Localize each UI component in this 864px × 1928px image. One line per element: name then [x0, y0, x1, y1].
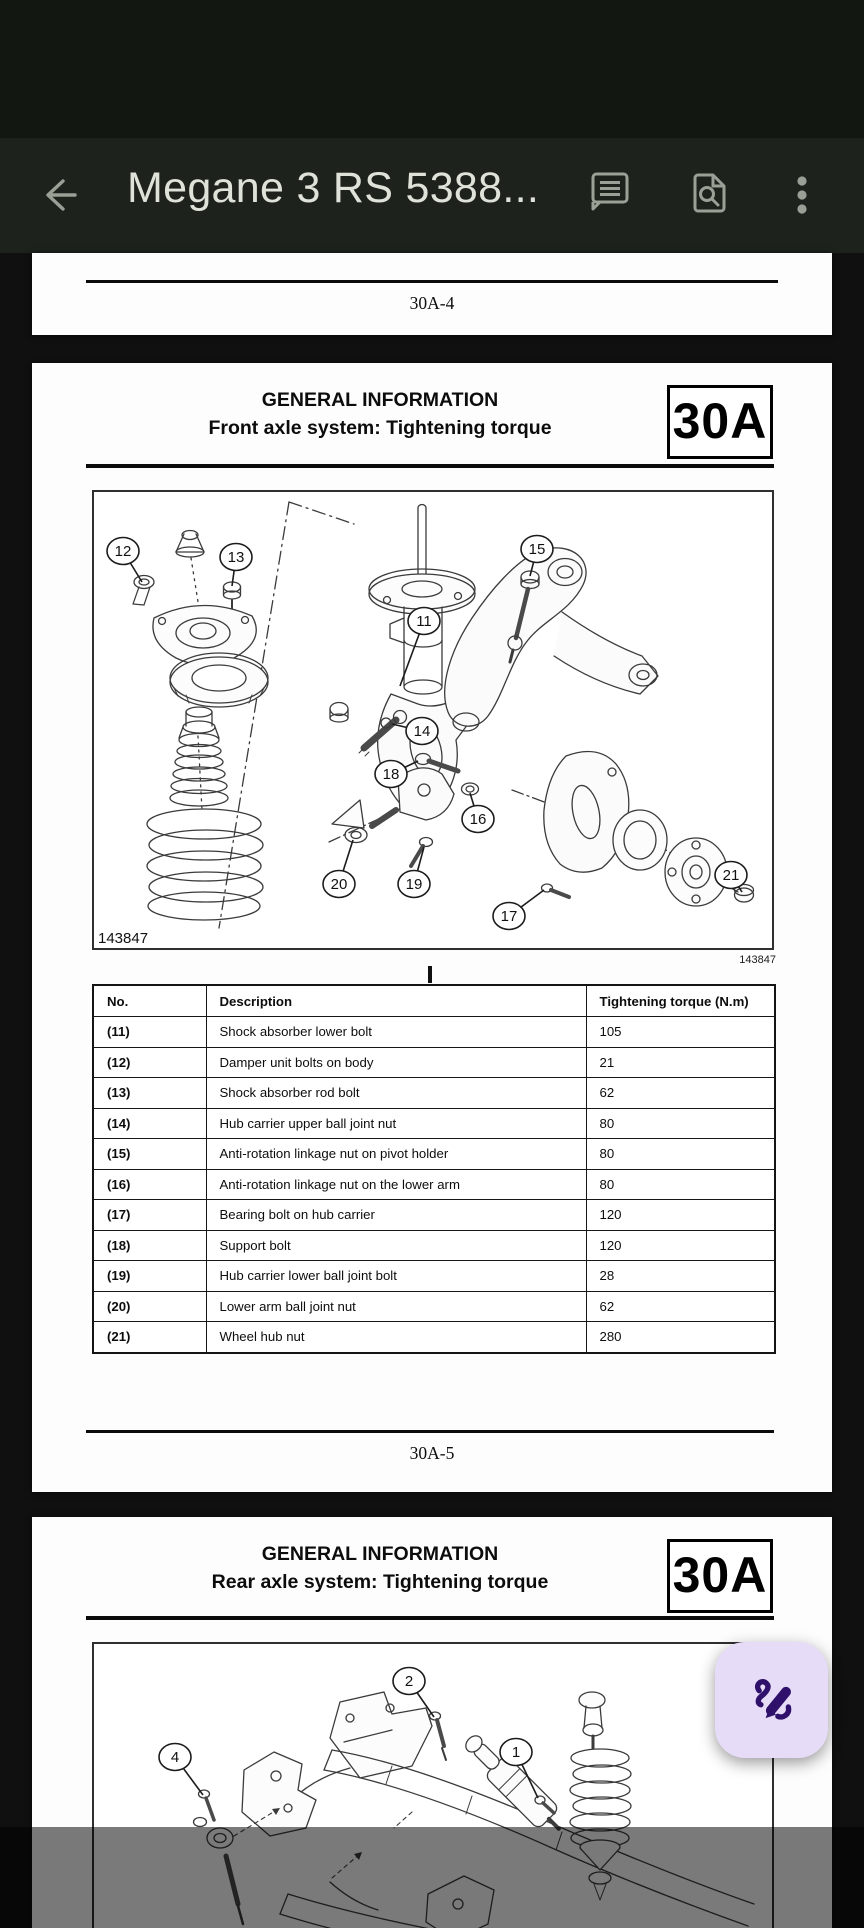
figure-callout-label: 20 [330, 876, 348, 893]
torque-table-row [93, 1139, 775, 1170]
row-torque: 280 [586, 1322, 775, 1353]
row-no: (14) [93, 1108, 206, 1139]
torque-table-row [93, 1017, 775, 1048]
row-torque: 28 [586, 1261, 775, 1292]
torque-table-row [93, 1047, 775, 1078]
footer-rule [86, 1430, 774, 1433]
row-no: (19) [93, 1261, 206, 1292]
figure-ref-right: 143847 [739, 954, 776, 966]
app-bar [0, 0, 864, 253]
figure-callout-label: 17 [500, 908, 518, 925]
torque-table-row [93, 1078, 775, 1109]
table-header-row [93, 985, 775, 1017]
row-no: (12) [93, 1047, 206, 1078]
torque-table-row [93, 1169, 775, 1200]
header-rule [86, 464, 774, 468]
row-torque: 80 [586, 1169, 775, 1200]
bottom-dim-overlay [0, 1827, 864, 1928]
row-description: Support bolt [206, 1230, 586, 1261]
comment-icon [587, 168, 633, 214]
tightening-torque-table [92, 984, 776, 1354]
row-no: (16) [93, 1169, 206, 1200]
row-torque: 80 [586, 1139, 775, 1170]
page-30A-5-front-axle [32, 363, 832, 1492]
figure-callout-label: 14 [413, 723, 431, 740]
chapter-title: GENERAL INFORMATION [261, 389, 499, 411]
figure-callout-label: 1 [511, 1744, 521, 1761]
row-no: (21) [93, 1322, 206, 1353]
row-description: Shock absorber rod bolt [206, 1078, 586, 1109]
figure-ref-left: 143847 [98, 930, 149, 947]
figure-callout-label: 16 [469, 811, 487, 828]
torque-table-row [93, 1230, 775, 1261]
annotate-pen-icon [744, 1672, 800, 1728]
row-description: Wheel hub nut [206, 1322, 586, 1353]
header-rule [86, 1616, 774, 1620]
col-header-torque: Tightening torque (N.m) [586, 985, 775, 1017]
torque-table-row [93, 1108, 775, 1139]
page-subtitle: Rear axle system: Tightening torque [211, 1571, 549, 1593]
annotate-fab-button[interactable] [715, 1642, 828, 1758]
row-torque: 105 [586, 1017, 775, 1048]
find-in-document-button[interactable] [686, 169, 734, 217]
row-no: (15) [93, 1139, 206, 1170]
figure-callout-label: 13 [227, 549, 245, 566]
document-title: Megane 3 RS 5388... [127, 164, 540, 212]
row-description: Shock absorber lower bolt [206, 1017, 586, 1048]
row-description: Damper unit bolts on body [206, 1047, 586, 1078]
torque-table-row [93, 1200, 775, 1231]
figure-callout-label: 4 [170, 1749, 180, 1766]
row-torque: 120 [586, 1200, 775, 1231]
status-bar [0, 0, 864, 138]
page-30A-4 [32, 253, 832, 335]
figure-callout-label: 19 [405, 876, 423, 893]
row-torque: 62 [586, 1291, 775, 1322]
row-torque: 120 [586, 1230, 775, 1261]
row-description: Lower arm ball joint nut [206, 1291, 586, 1322]
figure-callout-label: 12 [114, 543, 132, 560]
row-no: (11) [93, 1017, 206, 1048]
section-code-box: 30A [667, 385, 773, 459]
section-divider-tick [428, 966, 432, 983]
section-code-box: 30A [667, 1539, 773, 1613]
row-description: Bearing bolt on hub carrier [206, 1200, 586, 1231]
row-no: (20) [93, 1291, 206, 1322]
figure-callout-label: 2 [404, 1673, 414, 1690]
chapter-title: GENERAL INFORMATION [261, 1543, 499, 1565]
page-number: 30A-4 [409, 293, 455, 313]
front-axle-figure [92, 490, 774, 950]
comments-button[interactable] [586, 167, 634, 215]
back-arrow-icon [38, 173, 82, 217]
row-no: (17) [93, 1200, 206, 1231]
figure-callout-label: 15 [528, 541, 546, 558]
front-axle-exploded-diagram [92, 490, 774, 950]
row-torque: 21 [586, 1047, 775, 1078]
torque-table-row [93, 1261, 775, 1292]
row-description: Anti-rotation linkage nut on the lower arm [206, 1169, 586, 1200]
torque-table-row [93, 1322, 775, 1353]
row-no: (18) [93, 1230, 206, 1261]
row-no: (13) [93, 1078, 206, 1109]
torque-table-row [93, 1291, 775, 1322]
page-subtitle: Front axle system: Tightening torque [208, 417, 552, 439]
back-button[interactable] [36, 171, 84, 219]
col-header-description: Description [206, 985, 586, 1017]
col-header-no: No. [93, 985, 206, 1017]
overflow-menu-button[interactable] [778, 171, 826, 219]
row-torque: 62 [586, 1078, 775, 1109]
figure-callout-label: 21 [722, 867, 740, 884]
row-torque: 80 [586, 1108, 775, 1139]
overflow-menu-icon [780, 173, 824, 217]
row-description: Hub carrier upper ball joint nut [206, 1108, 586, 1139]
page-number: 30A-5 [409, 1443, 455, 1463]
footer-rule [86, 280, 778, 283]
figure-callout-label: 11 [416, 613, 432, 630]
row-description: Anti-rotation linkage nut on pivot holder [206, 1139, 586, 1170]
figure-callout-label: 18 [382, 766, 400, 783]
row-description: Hub carrier lower ball joint bolt [206, 1261, 586, 1292]
find-in-document-icon [687, 171, 733, 215]
